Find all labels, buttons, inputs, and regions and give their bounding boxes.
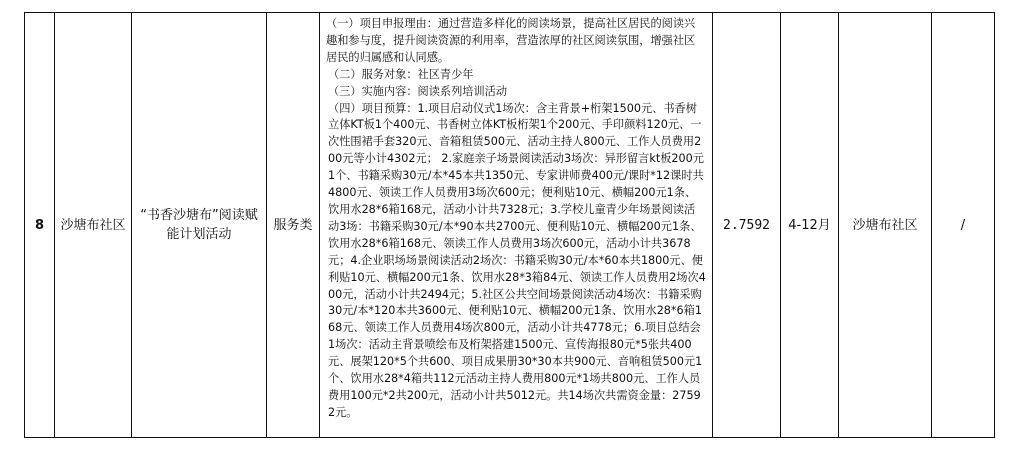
period-cell: 4-12月 [781, 13, 839, 438]
note-cell: / [932, 13, 995, 438]
implementer-cell: 沙塘布社区 [839, 13, 932, 438]
table-row [25, 13, 995, 438]
community-cell: 沙塘布社区 [55, 13, 132, 438]
project-details-cell [320, 13, 713, 438]
detail-content: （三）实施内容：阅读系列培训活动 [328, 84, 508, 98]
project-table [24, 12, 995, 438]
project-name-cell: “书香沙塘布”阅读赋能计划活动 [132, 13, 267, 438]
detail-target: （二）服务对象：社区青少年 [328, 67, 474, 81]
row-number: 8 [25, 13, 55, 438]
detail-reason: （一）项目申报理由：通过营造多样化的阅读场景，提高社区居民的阅读兴趣和参与度，提升阅读资源的利用率，营造浓厚的社区阅读氛围，增强社区居民的归属感和认同感。 [326, 17, 696, 64]
category-cell: 服务类 [267, 13, 320, 438]
detail-budget: （四）项目预算：1.项目启动仪式1场次：含主背景+桁架1500元、书香树立体KT板1个400元、书香树立体KT板桁架1个200元、手印颜料120元、一次性围裙手套320元、音箱租赁500元、活动主持人800元、工作人员费用200元等小计4302元； 2.家庭亲子场景阅读活动3场次：异形留言kt板200元1个、书籍采购30元/本*45本共1350元、专家讲师费400元/课时*12课时共4800元、领读工作人员费用3场次600元；便利贴10元、横幅200元1条、饮用水28*6箱168元，活动小计共7328元；3.学校儿童青少年场景阅读活动3场：书籍采购30元/本*90本共2700元、便利贴10元、横幅200元1条、饮用水28*6箱168元、领读工作人员费用3场次600元，活动小计共3678元；4.企业职场场景阅读活动2场次：书籍采购30元/本*60本共1800元、便利贴10元、横幅200元1条、饮用水28*3箱84元、领读工作人员费用2场次400元，活动小计共2494元；5.社区公共空间场景阅读活动4场次：书籍采购30元/本*120本共3600元、便利贴10元、横幅200元1条、饮用水28*6箱168元、领读工作人员费用4场次800元，活动小计共4778元；6.项目总结会1场次：活动主背景喷绘布及桁架搭建1500元、宣传海报80元*5张共400元、展架120*5个共600、项目成果册30*30本共900元、音响租赁500元1个、饮用水28*4箱共112元活动主持人费用800元*1场共800元、工作人员费用100元*2共200元，活动小计共5012元。共14场次共需资金量：27592元。 [328, 101, 706, 419]
amount-cell: 2.7592 [713, 13, 781, 438]
